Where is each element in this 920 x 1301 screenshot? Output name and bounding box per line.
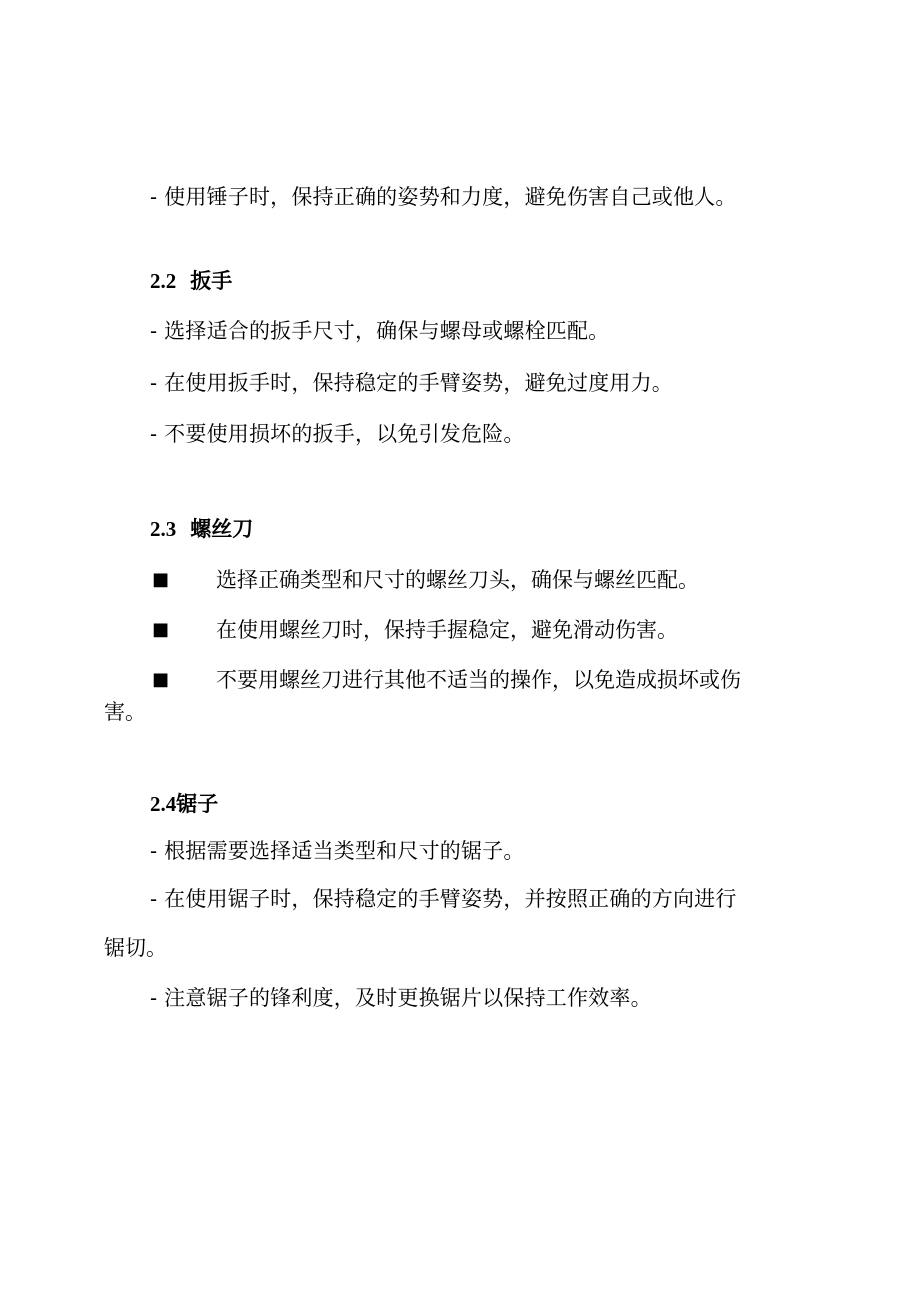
hammer-safety-item: - 使用锤子时，保持正确的姿势和力度，避免伤害自己或他人。	[150, 185, 737, 209]
section-number: 2.2	[150, 269, 177, 293]
wrench-item-2: - 在使用扳手时，保持稳定的手臂姿势，避免过度用力。	[150, 371, 673, 395]
screwdriver-item-1: 选择正确类型和尺寸的螺丝刀头，确保与螺丝匹配。	[216, 568, 699, 592]
section-number: 2.3	[150, 517, 177, 541]
saw-item-1: - 根据需要选择适当类型和尺寸的锯子。	[150, 839, 525, 863]
screwdriver-item-3: 不要用螺丝刀进行其他不适当的操作，以免造成损坏或伤	[216, 668, 741, 692]
section-heading-2-2	[150, 266, 232, 296]
section-title: 扳手	[190, 268, 233, 293]
wrench-item-3: - 不要使用损坏的扳手，以免引发危险。	[150, 422, 525, 446]
saw-item-3: - 注意锯子的锋利度，及时更换锯片以保持工作效率。	[150, 986, 652, 1010]
square-bullet-icon: ■	[152, 569, 170, 590]
saw-item-2: - 在使用锯子时，保持稳定的手臂姿势，并按照正确的方向进行	[150, 887, 737, 911]
section-heading-2-3	[150, 514, 253, 544]
wrench-item-1: - 选择适合的扳手尺寸，确保与螺母或螺栓匹配。	[150, 319, 610, 343]
screwdriver-item-3-continuation: 害。	[104, 700, 146, 724]
square-bullet-icon: ■	[152, 669, 170, 690]
screwdriver-item-2: 在使用螺丝刀时，保持手握稳定，避免滑动伤害。	[216, 618, 678, 642]
section-title: 锯子	[176, 791, 219, 816]
section-number: 2.4	[150, 792, 177, 816]
square-bullet-icon: ■	[152, 619, 170, 640]
saw-item-2-continuation: 锯切。	[104, 936, 167, 960]
section-title: 螺丝刀	[190, 516, 254, 541]
section-heading-2-4	[150, 789, 218, 819]
